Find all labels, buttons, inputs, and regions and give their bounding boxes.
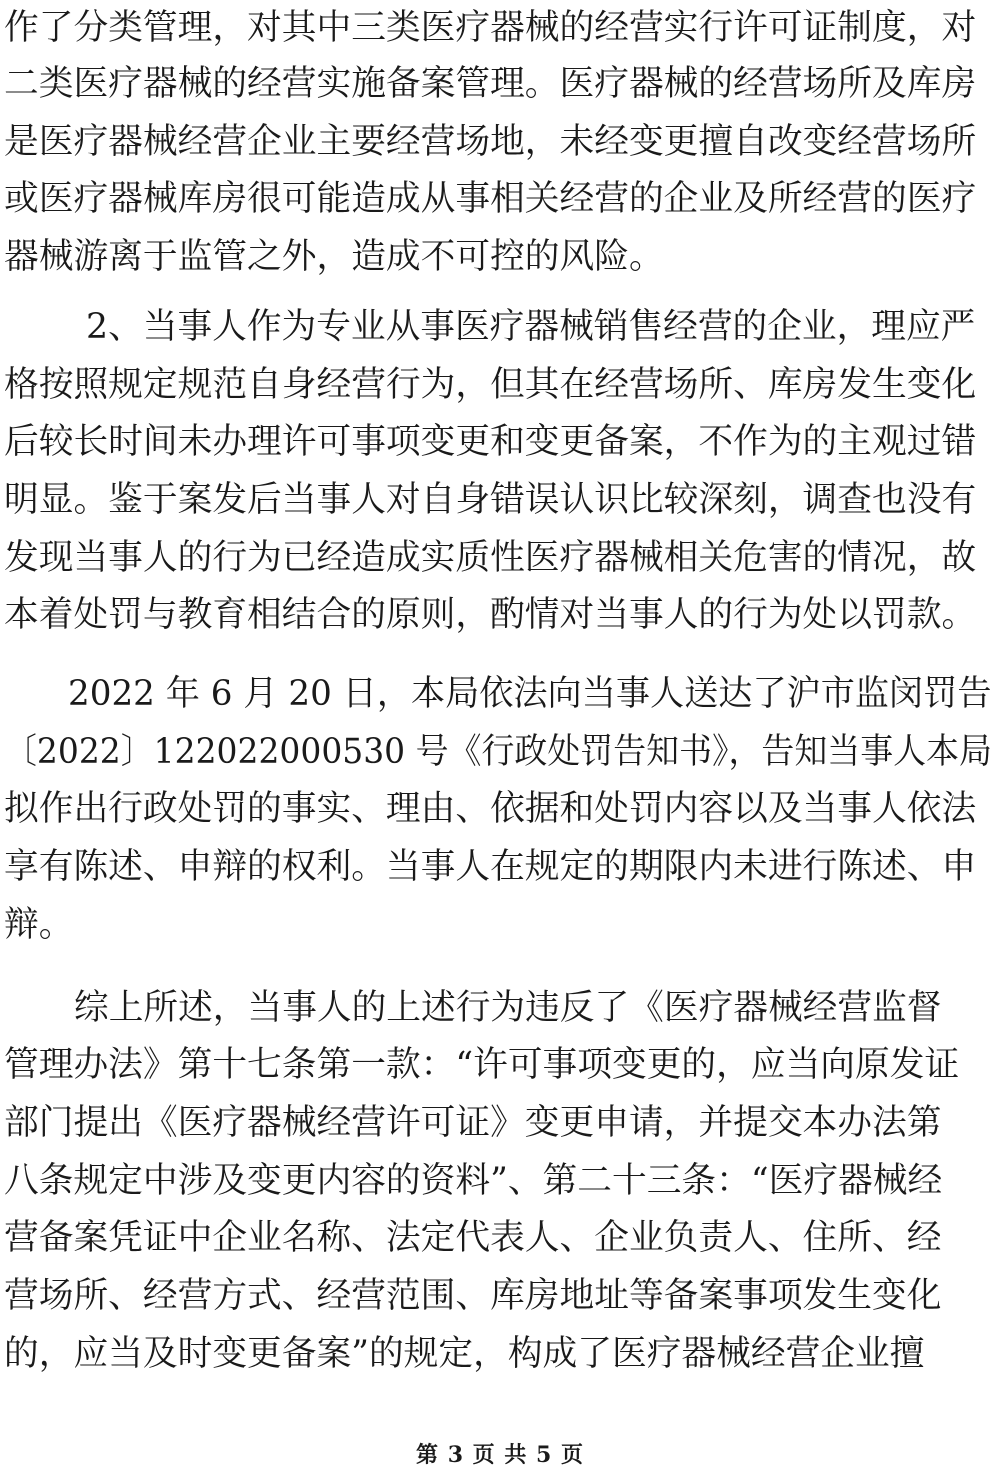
text-line	[0, 839, 1000, 895]
text-line	[0, 56, 1000, 112]
text-line	[0, 1037, 1000, 1093]
text-line	[0, 299, 1000, 355]
line-text: 管理办法》第十七条第一款：“许可事项变更的，应当向原发证	[4, 1045, 960, 1085]
line-text: 明显。鉴于案发后当事人对自身错误认识比较深刻，调查也没有	[4, 480, 977, 520]
text-line	[0, 1268, 1000, 1324]
line-text: 2、当事人作为专业从事医疗器械销售经营的企业，理应严	[86, 307, 976, 347]
text-line	[0, 229, 1000, 285]
line-text: 的，应当及时变更备案”的规定，构成了医疗器械经营企业擅	[4, 1334, 925, 1374]
line-text: 2022 年 6 月 20 日，本局依法向当事人送达了沪市监闵罚告	[68, 674, 992, 714]
text-line	[0, 897, 1000, 953]
line-text: 〔2022〕122022000530 号《行政处罚告知书》，告知当事人本局	[4, 732, 992, 772]
line-text: 器械游离于监管之外，造成不可控的风险。	[4, 237, 664, 277]
line-text: 或医疗器械库房很可能造成从事相关经营的企业及所经营的医疗	[4, 179, 977, 219]
text-line	[0, 357, 1000, 413]
line-text: 二类医疗器械的经营实施备案管理。医疗器械的经营场所及库房	[4, 64, 977, 104]
text-line	[0, 1153, 1000, 1209]
line-text: 发现当事人的行为已经造成实质性医疗器械相关危害的情况，故	[4, 538, 977, 578]
text-line	[0, 472, 1000, 528]
text-line	[0, 1095, 1000, 1151]
line-text: 享有陈述、申辩的权利。当事人在规定的期限内未进行陈述、申	[4, 847, 977, 887]
line-text: 格按照规定规范自身经营行为，但其在经营场所、库房发生变化	[4, 365, 977, 405]
line-text: 营场所、经营方式、经营范围、库房地址等备案事项发生变化	[4, 1276, 942, 1316]
text-line	[0, 414, 1000, 470]
text-line	[0, 0, 1000, 56]
line-text: 综上所述，当事人的上述行为违反了《医疗器械经营监督	[74, 988, 942, 1028]
text-line	[0, 781, 1000, 837]
line-text: 拟作出行政处罚的事实、理由、依据和处罚内容以及当事人依法	[4, 789, 977, 829]
line-text: 后较长时间未办理许可事项变更和变更备案，不作为的主观过错	[4, 422, 977, 462]
line-text: 营备案凭证中企业名称、法定代表人、企业负责人、住所、经	[4, 1218, 942, 1258]
line-text: 部门提出《医疗器械经营许可证》变更申请，并提交本办法第	[4, 1103, 942, 1143]
line-text: 辩。	[4, 905, 74, 945]
text-line	[0, 114, 1000, 170]
line-text: 作了分类管理，对其中三类医疗器械的经营实行许可证制度，对	[4, 8, 977, 48]
text-line	[0, 666, 1000, 722]
text-line	[0, 1210, 1000, 1266]
text-line	[0, 1326, 1000, 1382]
line-text: 是医疗器械经营企业主要经营场地，未经变更擅自改变经营场所	[4, 122, 977, 162]
text-line	[0, 530, 1000, 586]
text-line	[0, 980, 1000, 1036]
line-text: 八条规定中涉及变更内容的资料”、第二十三条：“医疗器械经	[4, 1161, 943, 1201]
text-line	[0, 724, 1000, 780]
text-line	[0, 171, 1000, 227]
page-number: 第 3 页 共 5 页	[416, 1442, 584, 1468]
line-text: 本着处罚与教育相结合的原则，酌情对当事人的行为处以罚款。	[4, 595, 977, 635]
text-line	[0, 587, 1000, 643]
